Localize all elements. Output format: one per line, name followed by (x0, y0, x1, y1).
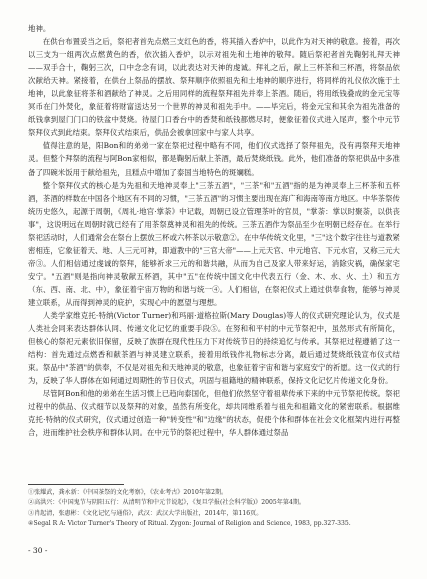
footnote-divider (28, 484, 124, 485)
paragraph: 整个祭拜仪式的核心是为先祖和天地神灵奉上"三茶五酒"，"三茶"和"五酒"指的是为神灵奉上三杯茶和五杯酒，茶酒的样数在中国各个地区有不同的习惯，"三茶五酒"的习惯主要出现在海广和海南等南方地区。中华茶祭传统历史悠久，起源于周朝，《周礼·地官·掌荼》中记载，周朝已设立管理茶叶的官员，"掌荼：掌以时聚荼，以供丧事"，这说明远在周朝时就已经有了用茶祭奠神灵和祖先的传统。三茶五酒作为祭品至少在明朝已经存在。在举行祭祀活动时，人们通常会在祭台上摆放三杯或六杯茶以示敬意②。在中华传统文化里，"三"这个数字往往与道教紧密相连，它象征着天、地、人三元可神，即道教中的"三官大帝"——上元天官、中元地官、下元水官，又称三元大帝③。人们相信通过虔诚的祭拜，能够祈求三元的和谐共融，从而为自己及家人带来好运，消除灾祸，确保家宅安宁。"五酒"则是指向神灵敬献五杯酒，其中"五"在传统中国文化中代表五行（金、木、水、火、土）和五方（东、西、南、北、中），象征着宇宙万物的和谐与统一④。人们相信，在祭祀仪式上通过供奉食物，能够与神灵建立联系，从而得到神灵的庇护，实现心中的愿望与理想。 (28, 180, 400, 307)
paragraph: 人类学家维克托·特纳(Victor Turner)和玛丽·道格拉斯(Mary Douglas)等人的仪式研究理论认为，仪式是人类社会同来表达群体认同、传递文化记忆的重要手段⑤。在努和和平村的中元节祭祀中，虽然形式有所简化，但核心的祭祀元素依旧保留，反映了族群在现代性压力下对传统节日的持续追忆与传承。其祭祀过程遵循了这一结构：首先通过点燃香和献茶酒与神灵建立联系，接着用纸钱作礼物标志分离，最后通过焚烧纸钱宣布仪式结束。祭品中"茶酒"的供奉，不仅是对祖先和天地神灵的敬意，也象征着宇宙和谐与家庭安宁的祈愿。这一仪式的行为，反映了华人群体在如何通过周期性的节日仪式，巩固与祖籍地的精神联系，保持文化记忆片传递文化身份。 (28, 311, 400, 386)
page-number: - 30 - (28, 546, 48, 555)
footnote: ①张耀武，龚永新：《中国茶祭的文化考察》，《农业考古》2010年第2期。 (28, 489, 228, 496)
paragraph: 值得注意的是，阳Bon和的弟弟一家在祭祀过程中略有不同，他们仪式选择了祭拜祖先，没有再祭拜天地神灵。但整个拜祭的流程与阿Bon家相似，都是鞠躬后献上茶酒，最后焚烧纸钱。此外，他们准备的祭祀供品中多准备了四碗米饭用于献给祖先，且糕点中增加了泰国当地特色的斑斓糕。 (28, 141, 400, 177)
footnote: ③肖起清，张惠彬：《文化记忆与通俗》，武汉：武汉大学出版社，2014年，第116页。 (28, 509, 263, 517)
footnote: ②高洪兴：《中国鬼节与阴阳五行：从清明节和中元节说起》，《复旦学报(社会科学版)》2005年第4期。 (28, 499, 306, 507)
body-text (28, 22, 400, 440)
footnotes (28, 488, 400, 530)
paragraph: 尽管阿Bon和他的弟弟在生活习惯上已趋向泰国化，但他们依然坚守着祖辈传承下来的中元节祭祀传统。祭祀过程中的供品、仪式细节以及祭拜的对象，虽然有所变化，却共同维系着与祖先和祖籍文化的紧密联系。根据维克托·特纳的仪式研究，仪式通过创造一种"转变性"和"边缘"的状态，促使个体和群体在社会文化框架内进行再整合，进而维护社会秩序和群体认同。在中元节的祭祀过程中，华人群体通过祭品 (28, 389, 400, 438)
paragraph: 在供台布置妥当之后，祭祀者首先点燃三支红色的香，将其插入香炉中，以此作为对天神的敬意。接着，再次以三支为一组两次点燃黄色的香，依次插入香炉，以示对祖先和土地神的敬拜。随后祭祀者首先鞠躬礼拜天神——双手合十，鞠躬三次，口中念念有词，以此表达对天神的虔诚。拜礼之后，献上三杯茶和三杯酒，将祭品依次献给天神。紧接着，在供台上祭品的摆放、祭拜顺序依照祖先和土地神的顺序进行，将同样的礼仪依次施于土地神，以此象征将茶和酒献给了神灵。之后用同样的流程祭拜祖先并奉上茶酒。随后，将用纸钱叠成的金元宝等冥币在门外焚化，象征着将财富送达另一个世界的神灵和祖先手中。——毕完后，将金元宝和其余为祖先准备的纸钱拿到屋门门口的铁盆中焚烧。待屋门口香台中的香焚和纸钱都燃尽时，便象征着仪式进入尾声，整个中元节祭拜仪式到此结束。祭拜仪式结束后，供品会被拿回家中与家人共享。 (28, 37, 400, 138)
paragraph: 地神。 (28, 24, 51, 33)
footnote: ④Segal R A: Victor Turner's Theory of Ritual. Zygon: Journal of Religion and Science, 1983, pp.327-335. (28, 520, 351, 528)
